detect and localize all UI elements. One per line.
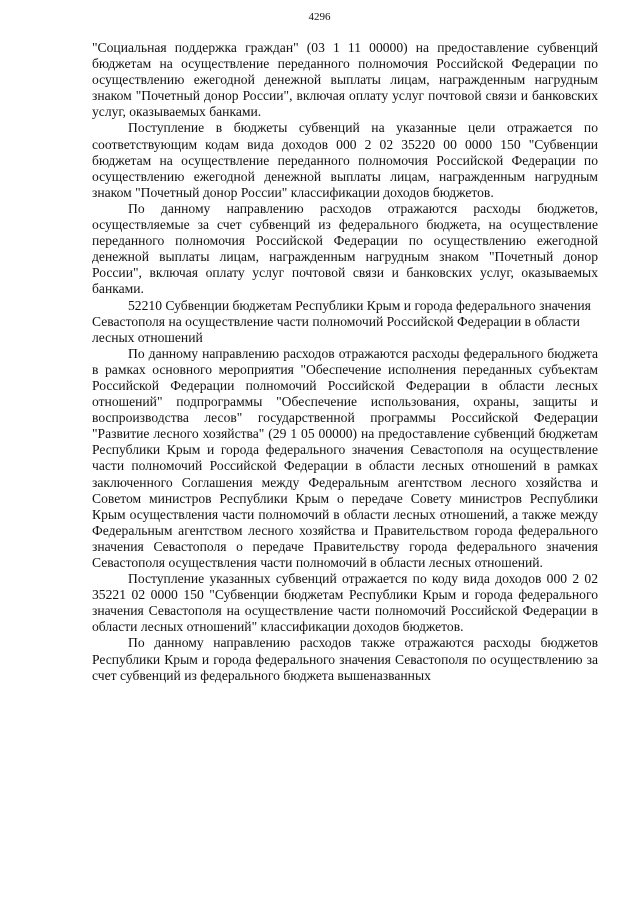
section-heading-52210: 52210 Субвенции бюджетам Республики Крым и города федерального значения Севастополя на осуществление части полномочий Российской Федерации в области лесных отношений: [92, 297, 591, 345]
document-body: [92, 40, 598, 684]
paragraph-5: По данному направлению расходов отражаются расходы федерального бюджета в рамках основного мероприятия "Обеспечение исполнения переданных субъектам Российской Федерации полномочий Российской Федерации в области лесных отношений" подпрограммы "Обеспечение использования, охраны, защиты и воспроизводства лесов" государственной программы Российской Федерации "Развитие лесного хозяйства" (29 1 05 00000) на предоставление субвенций бюджетам Республики Крым и города федерального значения Севастополя на осуществление части полномочий Российской Федерации в области лесных отношений в рамках заключенного Соглашения между Федеральным агентством лесного хозяйства и Советом министров Республики Крым о передаче Совету министров Республики Крым осуществления части полномочий в области лесных отношений, а также между Федеральным агентством лесного хозяйства и Правительством города федерального значения Севастополя о передаче Правительству города федерального значения Севастополя осуществления части полномочий в области лесных отношений.: [92, 345, 598, 570]
paragraph-1: "Социальная поддержка граждан" (03 1 11 00000) на предоставление субвенций бюджетам на осуществление переданного полномочия Российской Федерации по осуществлению ежегодной денежной выплаты лицам, награжденным нагрудным знаком "Почетный донор России", включая оплату услуг почтовой связи и банковских услуг, оказываемых банками.: [92, 40, 598, 120]
paragraph-7: По данному направлению расходов также отражаются расходы бюджетов Республики Крым и города федерального значения Севастополя по осуществлению за счет субвенций из федерального бюджета вышеназванных: [92, 635, 598, 683]
paragraph-2: Поступление в бюджеты субвенций на указанные цели отражается по соответствующим кодам вида доходов 000 2 02 35220 00 0000 150 "Субвенции бюджетам на осуществление переданного полномочия Российской Федерации по осуществлению ежегодной денежной выплаты лицам, награжденным нагрудным знаком "Почетный донор России" классификации доходов бюджетов.: [92, 120, 598, 200]
page-number: 4296: [308, 11, 331, 23]
paragraph-3: По данному направлению расходов отражаются расходы бюджетов, осуществляемые за счет субвенций из федерального бюджета, на осуществление переданного полномочия Российской Федерации по осуществлению ежегодной денежной выплаты лицам, награжденным нагрудным знаком "Почетный донор России", включая оплату услуг почтовой связи и банковских услуг, оказываемых банками.: [92, 200, 598, 297]
paragraph-6: Поступление указанных субвенций отражается по коду вида доходов 000 2 02 35221 02 0000 150 "Субвенции бюджетам Республики Крым и города федерального значения Севастополя на осуществление части полномочий Российской Федерации в области лесных отношений" классификации доходов бюджетов.: [92, 571, 598, 635]
